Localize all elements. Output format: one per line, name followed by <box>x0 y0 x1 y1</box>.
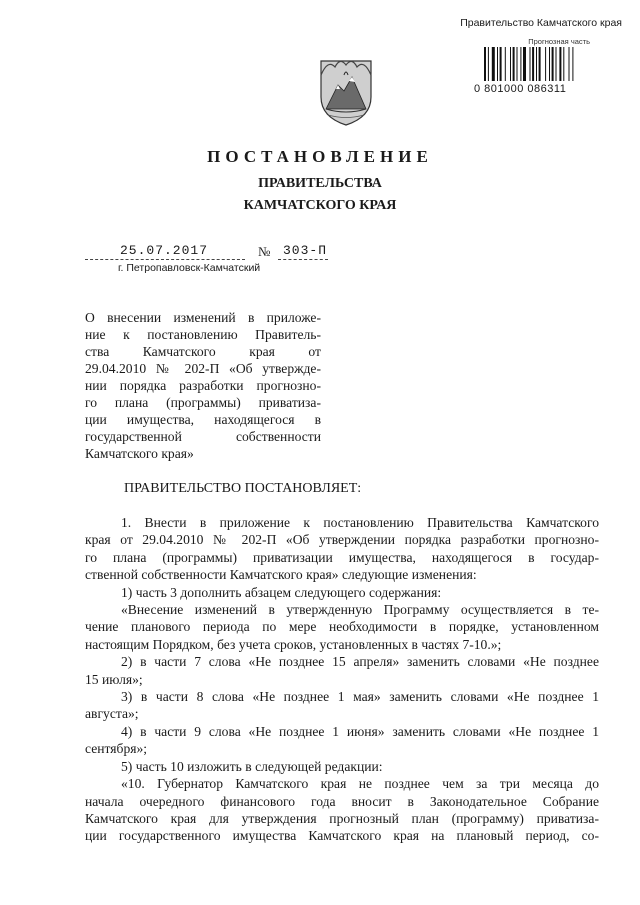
body-text-line: 3) в части 8 слова «Не позднее 1 мая» заменить словами «Не позднее 1 <box>121 689 599 705</box>
document-body <box>85 514 599 845</box>
body-text-line: ции государственного имущества Камчатского края на плановый период, со- <box>85 828 599 844</box>
subject-line: Камчатского края» <box>85 446 194 461</box>
number-underline <box>278 259 328 260</box>
barcode-number: 0 801000 086311 <box>474 83 567 95</box>
header-organization: Правительство Камчатского края <box>460 17 622 29</box>
body-text-line: 1) часть 3 дополнить абзацем следующего содержания: <box>121 584 442 600</box>
subject-line: О внесении изменений в приложе- <box>85 310 321 325</box>
number-sign: № <box>258 244 271 259</box>
subject-line: государственной собственности <box>85 429 321 444</box>
subject-line: ции имущества, находящегося в <box>85 412 321 427</box>
subject-line: ние к постановлению Правитель- <box>85 327 321 342</box>
body-text-line: 15 июля»; <box>85 671 143 687</box>
body-text-line: начала очередного финансового года вносит в Законодательное Собрание <box>85 793 599 809</box>
body-text-line: «10. Губернатор Камчатского края не позднее чем за три месяца до <box>121 776 599 792</box>
subject-line: ства Камчатского края от <box>85 344 321 359</box>
document-subject <box>85 309 321 462</box>
body-text-line: го плана (программы) приватизации имущества, находящегося в государ- <box>85 549 599 565</box>
body-text-line: 4) в части 9 слова «Не позднее 1 июня» заменить словами «Не позднее 1 <box>121 723 599 739</box>
body-text-line: ственной собственности Камчатского края» следующие изменения: <box>85 567 477 583</box>
body-text-line: 2) в части 7 слова «Не позднее 15 апреля» заменить словами «Не позднее <box>121 654 599 670</box>
body-text-line: чение планового периода по мере необходимости в порядке, установленном <box>85 619 599 635</box>
header-subtitle: Прогнозная часть <box>528 37 590 46</box>
document-number: 303-П <box>283 243 328 258</box>
coat-of-arms-icon <box>318 57 374 127</box>
body-text-line: 1. Внести в приложение к постановлению Правительства Камчатского <box>121 515 599 530</box>
body-text-line: сентября»; <box>85 741 148 757</box>
body-text-line: «Внесение изменений в утвержденную Программу осуществляется в те- <box>121 602 599 618</box>
government-name-line1: ПРАВИТЕЛЬСТВА <box>258 176 382 191</box>
body-text-line: Камчатского края для утверждения прогнозный план (программу) приватиза- <box>85 810 599 826</box>
government-name-line2: КАМЧАТСКОГО КРАЯ <box>243 198 397 213</box>
subject-line: 29.04.2010 № 202-П «Об утвержде- <box>85 361 321 376</box>
subject-line: го плана (программы) приватиза- <box>85 395 321 410</box>
subject-line: нии порядка разработки прогнозно- <box>85 378 321 393</box>
barcode-image <box>484 47 604 81</box>
city-name: г. Петропавловск-Камчатский <box>118 262 261 274</box>
body-text-line: настоящим Порядком, без учета сроков, установленных в частях 7-10.»; <box>85 636 502 652</box>
date-underline <box>85 259 245 260</box>
document-date: 25.07.2017 <box>120 243 209 258</box>
body-text-line: края от 29.04.2010 № 202-П «Об утверждении порядка разработки прогнозно- <box>85 532 599 548</box>
resolution-heading: ПРАВИТЕЛЬСТВО ПОСТАНОВЛЯЕТ: <box>124 481 362 496</box>
document-title: ПОСТАНОВЛЕНИЕ <box>207 147 433 166</box>
body-text-line: 5) часть 10 изложить в следующей редакции: <box>121 758 383 774</box>
body-text-line: августа»; <box>85 706 139 722</box>
